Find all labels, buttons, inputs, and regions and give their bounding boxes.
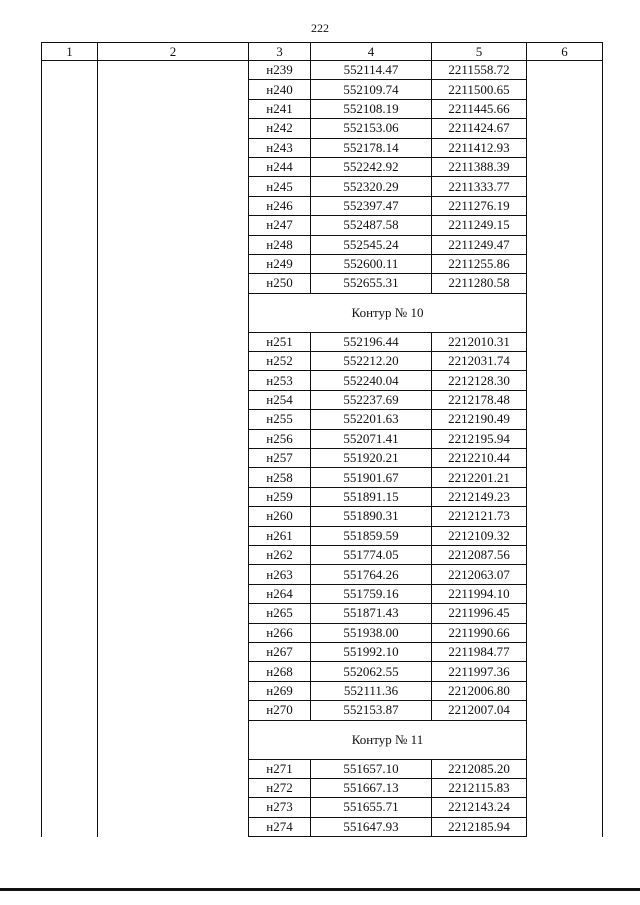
point-id: н255 [249, 410, 311, 429]
coord-x: 552109.74 [311, 80, 432, 99]
coord-x: 551938.00 [311, 623, 432, 642]
coord-y: 2211276.19 [432, 196, 527, 215]
coord-y: 2211280.58 [432, 274, 527, 293]
blank-cell-c6 [527, 61, 603, 837]
point-id: н257 [249, 449, 311, 468]
coord-x: 551871.43 [311, 604, 432, 623]
contour-title: Контур № 11 [249, 720, 527, 759]
point-id: н263 [249, 565, 311, 584]
coord-y: 2212007.04 [432, 701, 527, 720]
point-id: н258 [249, 468, 311, 487]
point-id: н254 [249, 390, 311, 409]
coord-y: 2212115.83 [432, 778, 527, 797]
point-id: н265 [249, 604, 311, 623]
coord-y: 2211984.77 [432, 642, 527, 661]
point-id: н269 [249, 681, 311, 700]
coordinates-table [41, 42, 603, 837]
coord-y: 2211558.72 [432, 61, 527, 80]
blank-cell-c2 [98, 61, 249, 837]
coord-x: 552153.06 [311, 119, 432, 138]
point-id: н242 [249, 119, 311, 138]
coord-x: 552178.14 [311, 138, 432, 157]
point-id: н243 [249, 138, 311, 157]
coord-y: 2212201.21 [432, 468, 527, 487]
point-id: н273 [249, 798, 311, 817]
coord-y: 2212143.24 [432, 798, 527, 817]
blank-cell-c1 [42, 61, 98, 837]
point-id: н240 [249, 80, 311, 99]
coord-x: 552242.92 [311, 157, 432, 176]
coord-x: 551655.71 [311, 798, 432, 817]
coord-x: 552212.20 [311, 352, 432, 371]
coord-x: 552062.55 [311, 662, 432, 681]
coord-y: 2211249.15 [432, 216, 527, 235]
coord-y: 2212149.23 [432, 487, 527, 506]
header-col-6: 6 [527, 43, 603, 61]
point-id: н245 [249, 177, 311, 196]
coord-x: 551647.93 [311, 817, 432, 836]
point-id: н252 [249, 352, 311, 371]
coord-x: 552320.29 [311, 177, 432, 196]
coord-y: 2212031.74 [432, 352, 527, 371]
point-id: н271 [249, 759, 311, 778]
coord-y: 2212087.56 [432, 545, 527, 564]
coord-y: 2211424.67 [432, 119, 527, 138]
coord-x: 552201.63 [311, 410, 432, 429]
coord-x: 552108.19 [311, 99, 432, 118]
coord-y: 2212121.73 [432, 507, 527, 526]
point-id: н274 [249, 817, 311, 836]
header-col-4: 4 [311, 43, 432, 61]
coord-x: 552397.47 [311, 196, 432, 215]
point-id: н270 [249, 701, 311, 720]
point-id: н248 [249, 235, 311, 254]
coord-y: 2212063.07 [432, 565, 527, 584]
coord-x: 551667.13 [311, 778, 432, 797]
point-id: н256 [249, 429, 311, 448]
coord-y: 2211255.86 [432, 254, 527, 273]
point-id: н239 [249, 61, 311, 80]
point-id: н264 [249, 584, 311, 603]
coord-y: 2212006.80 [432, 681, 527, 700]
header-col-3: 3 [249, 43, 311, 61]
coord-x: 552545.24 [311, 235, 432, 254]
coord-y: 2211249.47 [432, 235, 527, 254]
point-id: н268 [249, 662, 311, 681]
point-id: н244 [249, 157, 311, 176]
coord-y: 2211445.66 [432, 99, 527, 118]
header-col-1: 1 [42, 43, 98, 61]
coord-x: 551901.67 [311, 468, 432, 487]
coord-x: 552487.58 [311, 216, 432, 235]
point-id: н247 [249, 216, 311, 235]
coord-x: 551759.16 [311, 584, 432, 603]
coord-x: 551774.05 [311, 545, 432, 564]
point-id: н272 [249, 778, 311, 797]
point-id: н259 [249, 487, 311, 506]
point-id: н241 [249, 99, 311, 118]
coord-y: 2212210.44 [432, 449, 527, 468]
coord-x: 551992.10 [311, 642, 432, 661]
coord-y: 2212190.49 [432, 410, 527, 429]
coord-x: 552153.87 [311, 701, 432, 720]
coord-x: 552240.04 [311, 371, 432, 390]
table-row [42, 61, 603, 80]
coord-y: 2211333.77 [432, 177, 527, 196]
coord-y: 2211500.65 [432, 80, 527, 99]
point-id: н246 [249, 196, 311, 215]
point-id: н251 [249, 332, 311, 351]
coord-x: 552111.36 [311, 681, 432, 700]
point-id: н250 [249, 274, 311, 293]
coord-y: 2211997.36 [432, 662, 527, 681]
coord-y: 2212195.94 [432, 429, 527, 448]
point-id: н262 [249, 545, 311, 564]
point-id: н261 [249, 526, 311, 545]
page-number: 222 [311, 21, 329, 35]
footer-rule [0, 888, 640, 891]
coord-x: 552196.44 [311, 332, 432, 351]
coord-x: 551890.31 [311, 507, 432, 526]
coord-x: 552600.11 [311, 254, 432, 273]
header-col-2: 2 [98, 43, 249, 61]
coord-y: 2212185.94 [432, 817, 527, 836]
coord-x: 551859.59 [311, 526, 432, 545]
point-id: н249 [249, 254, 311, 273]
coord-y: 2211994.10 [432, 584, 527, 603]
coord-y: 2211412.93 [432, 138, 527, 157]
point-id: н267 [249, 642, 311, 661]
point-id: н260 [249, 507, 311, 526]
coord-x: 551920.21 [311, 449, 432, 468]
contour-title: Контур № 10 [249, 293, 527, 332]
coord-x: 552655.31 [311, 274, 432, 293]
coord-x: 551764.26 [311, 565, 432, 584]
coord-y: 2211996.45 [432, 604, 527, 623]
coord-x: 552071.41 [311, 429, 432, 448]
coord-y: 2212109.32 [432, 526, 527, 545]
coord-x: 552237.69 [311, 390, 432, 409]
coord-y: 2211990.66 [432, 623, 527, 642]
table-body [42, 61, 603, 837]
coord-y: 2212010.31 [432, 332, 527, 351]
coord-x: 552114.47 [311, 61, 432, 80]
header-row [42, 43, 603, 61]
coord-y: 2211388.39 [432, 157, 527, 176]
header-col-5: 5 [432, 43, 527, 61]
coord-y: 2212128.30 [432, 371, 527, 390]
point-id: н266 [249, 623, 311, 642]
coord-x: 551891.15 [311, 487, 432, 506]
coord-y: 2212178.48 [432, 390, 527, 409]
coord-x: 551657.10 [311, 759, 432, 778]
coord-y: 2212085.20 [432, 759, 527, 778]
point-id: н253 [249, 371, 311, 390]
